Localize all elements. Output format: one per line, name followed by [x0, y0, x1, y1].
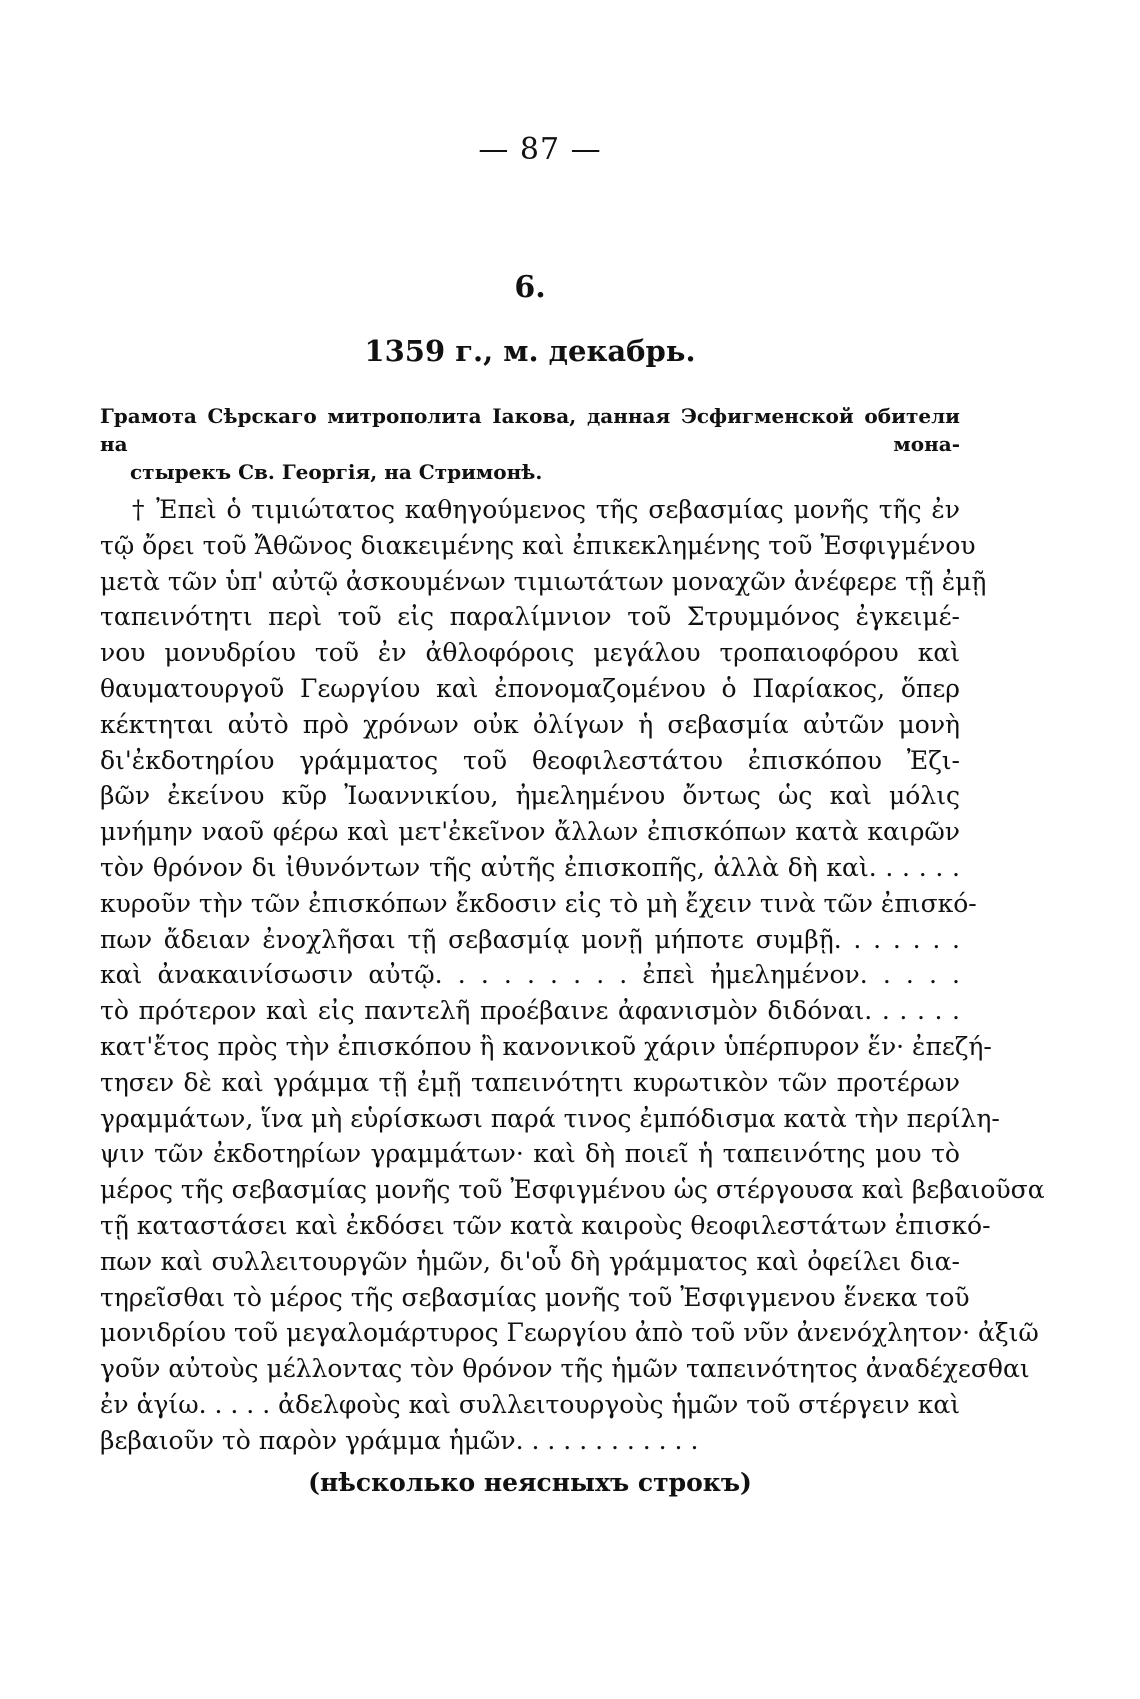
body-line: δι'ἐκδοτηρίου γράμματος τοῦ θεοφιλεστάτου ἐπισκόπου Ἐζι-	[100, 745, 960, 775]
body-line: πων καὶ συλλειτουργῶν ἡμῶν, δι'οὗ δὴ γράμματος καὶ ὀφείλει δια-	[100, 1246, 960, 1276]
body-line: ταπεινότητι περὶ τοῦ εἰς παραλίμνιον τοῦ Στρυμμόνος ἐγκειμέ-	[100, 602, 960, 632]
document-body	[100, 492, 1045, 1459]
body-line: κατ'ἔτος πρὸς τὴν ἐπισκόπου ἢ κανονικοῦ χάριν ὑπέρπυρον ἕν· ἐπεζή-	[100, 1031, 992, 1061]
body-line: γραμμάτων, ἵνα μὴ εὑρίσκωσι παρά τινος ἐμπόδισμα κατὰ τὴν περίλη-	[100, 1103, 1000, 1133]
summary-line: Грамота Сѣрскаго митрополита Іакова, данная Эсфигменской обители на мона-	[100, 404, 960, 456]
body-line: τὸν θρόνον δι ἰθυνόντων τῆς αὐτῆς ἐπισκοπῆς, ἀλλὰ δὴ καὶ. . . . . .	[100, 852, 960, 882]
document-summary	[100, 402, 960, 486]
body-line: γοῦν αὐτοὺς μέλλοντας τὸν θρόνον τῆς ἡμῶν ταπεινότητος ἀναδέχεσθαι	[100, 1354, 1030, 1384]
body-line: καὶ ἀνακαινίσωσιν αὐτῷ. . . . . . . . . ἐπεὶ ἠμελημένον. . . . .	[100, 960, 960, 990]
body-line: τησεν δὲ καὶ γράμμα τῇ ἐμῇ ταπεινότητι κυρωτικὸν τῶν προτέρων	[100, 1067, 960, 1097]
body-line: μονιδρίου τοῦ μεγαλομάρτυρος Γεωργίου ἀπὸ τοῦ νῦν ἀνενόχλητον· ἀξιῶ	[100, 1318, 1039, 1348]
body-line: βεβαιοῦν τὸ παρὸν γράμμα ἡμῶν. . . . . . . . . . . .	[100, 1425, 699, 1455]
document-number: 6.	[514, 270, 546, 305]
summary-line: стырекъ Св. Георгія, на Стримонѣ.	[130, 460, 543, 484]
body-line: κέκτηται αὐτὸ πρὸ χρόνων οὐκ ὀλίγων ἡ σεβασμία αὐτῶν μονὴ	[100, 709, 960, 739]
document-date: 1359 г., м. декабрь.	[364, 334, 696, 368]
editorial-note: (нѣсколько неясныхъ строкъ)	[308, 1468, 752, 1497]
page-number: — 87 —	[478, 132, 602, 167]
body-line: † Ἐπεὶ ὁ τιμιώτατος καθηγούμενος τῆς σεβασμίας μονῆς τῆς ἐν	[132, 495, 960, 524]
body-line: βῶν ἐκείνου κῦρ Ἰωαννικίου, ἠμελημένου ὄντως ὡς καὶ μόλις	[100, 781, 960, 811]
body-line: τηρεῖσθαι τὸ μέρος τῆς σεβασμίας μονῆς τοῦ Ἐσφιγμενου ἕνεκα τοῦ	[100, 1282, 970, 1312]
body-line: μνήμην ναοῦ φέρω καὶ μετ'ἐκεῖνον ἄλλων ἐπισκόπων κατὰ καιρῶν	[100, 817, 960, 847]
body-line: κυροῦν τὴν τῶν ἐπισκόπων ἔκδοσιν εἰς τὸ μὴ ἔχειν τινὰ τῶν ἐπισκό-	[100, 888, 977, 918]
body-line: μέρος τῆς σεβασμίας μονῆς τοῦ Ἐσφιγμένου ὡς στέργουσα καὶ βεβαιοῦσα	[100, 1175, 1045, 1205]
body-line: θαυματουργοῦ Γεωργίου καὶ ἐπονομαζομένου ὁ Παρίακος, ὅπερ	[100, 673, 960, 703]
body-line: μετὰ τῶν ὑπ' αὐτῷ ἀσκουμένων τιμιωτάτων μοναχῶν ἀνέφερε τῇ ἐμῇ	[100, 566, 987, 596]
body-line: ἐν ἁγίω. . . . . ἀδελφοὺς καὶ συλλειτουργοὺς ἡμῶν τοῦ στέργειν καὶ	[100, 1389, 960, 1419]
body-line: ψιν τῶν ἐκδοτηρίων γραμμάτων· καὶ δὴ ποιεῖ ἡ ταπεινότης μου τὸ	[100, 1139, 960, 1169]
body-line: τὸ πρότερον καὶ εἰς παντελῆ προέβαινε ἀφανισμὸν διδόναι. . . . . .	[100, 996, 960, 1026]
body-line: πων ἄδειαν ἐνοχλῆσαι τῇ σεβασμίᾳ μονῇ μήποτε συμβῇ. . . . . . .	[100, 924, 960, 954]
body-line: τῇ καταστάσει καὶ ἐκδόσει τῶν κατὰ καιροὺς θεοφιλεστάτων ἐπισκό-	[100, 1210, 991, 1240]
body-line: νου μονυδρίου τοῦ ἐν ἀθλοφόροις μεγάλου τροπαιοφόρου καὶ	[100, 638, 960, 668]
body-line: τῷ ὄρει τοῦ Ἄθῶνος διακειμένης καὶ ἐπικεκλημένης τοῦ Ἐσφιγμένου	[100, 530, 976, 560]
